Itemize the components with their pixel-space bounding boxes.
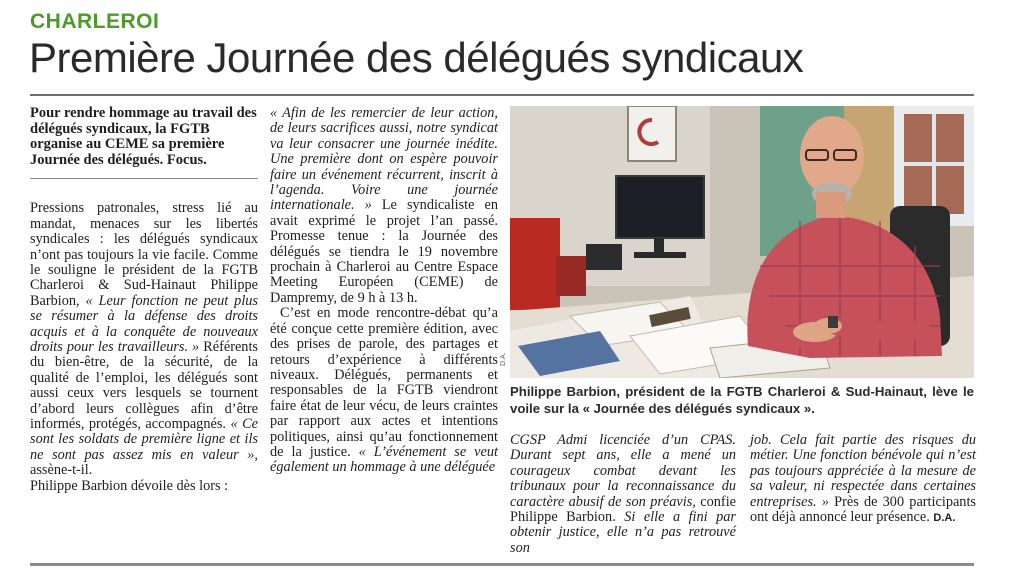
bottom-rule	[30, 563, 974, 566]
article-column-1	[30, 106, 258, 494]
author-signature: D.A.	[933, 512, 956, 525]
text-run: Le syndicaliste en avait exprimé le projet l’an passé. Promesse tenue : la Journée des délégués se tiendra le 19 novembre prochain à Charleroi au Centre Espace Meeting Européen (CEME) de Dampremy, de 9 h à 13 h.	[270, 197, 498, 306]
paragraph-4	[270, 306, 498, 475]
quote: job. Cela fait partie des risques du métier. Une fonction bénévole qui n’est pas toujours appréciée à la mesure de sa valeur, ni respectée dans certaines entreprises. »	[750, 432, 976, 510]
article-column-2	[270, 106, 498, 476]
quote: CGSP Admi licenciée d’un CPAS. Durant sept ans, elle a mené un courageux combat devant les tribunaux pour la reconnaissance du caractère abusif de son préavis,	[510, 432, 736, 510]
article-photo	[510, 106, 974, 378]
paragraph-3	[270, 106, 498, 306]
paragraph-5	[510, 433, 736, 556]
quote: Si elle a fini par obtenir justice, elle n’a pas retrouvé son	[510, 509, 736, 556]
quote: « L’événement se veut également un hommage à une déléguée	[270, 443, 498, 476]
office-scene-illustration	[510, 106, 974, 378]
paragraph-6	[750, 433, 976, 526]
text-run: Près de 300 participants ont déjà annoncé leur présence.	[750, 493, 976, 526]
text-run: Référents du bien-être, de la sécurité, de la qualité de l’emploi, les délégués sont aussi ceux vers lesquels se tournent d’abord leurs collègues afin d’être informés, protégés, accompagnés.	[30, 339, 258, 433]
text-run: , assène-t-il.	[30, 446, 258, 479]
quote: « Ce sont les soldats de première ligne et ils ne sont pas assez mis en valeur »	[30, 416, 258, 463]
text-run: confie Philippe Barbion.	[510, 493, 737, 526]
text-run: C’est en mode rencontre-débat qu’a été conçue cette première édition, avec des prises de parole, des partages et retours d’expérience à différents niveaux. Délégués, permanents et responsables de la FGTB viendront faire état de leur vécu, de leurs craintes par rapport aux actes et intentions politiques, ainsi qu’au fonctionnement de la justice.	[270, 305, 498, 460]
rubric: CHARLEROI	[30, 10, 160, 33]
quote: « Leur fonction ne peut plus se résumer à la défense des droits acquis et à la conquête de nouveaux droits pour les travailleurs. »	[30, 292, 259, 356]
photo-caption: Philippe Barbion, président de la FGTB Charleroi & Sud-Hainaut, lève le voile sur la « Journée des délégués syndicaux ».	[510, 384, 974, 416]
photo-credit: D.A.	[500, 352, 507, 366]
standfirst: Pour rendre hommage au travail des délégués syndicaux, la FGTB organise au CEME sa première Journée des délégués. Focus.	[30, 106, 258, 179]
top-rule	[30, 94, 974, 96]
paragraph-1	[30, 201, 258, 478]
quote: « Afin de les remercier de leur action, de leurs sacrifices aussi, notre syndicat va leur consacrer une journée inédite. Une première dont on espère pouvoir faire un événement récurrent, inscrit à l’agenda. Voire une journée internationale. »	[270, 105, 498, 214]
paragraph-2: Philippe Barbion dévoile dès lors :	[30, 477, 229, 494]
headline: Première Journée des délégués syndicaux	[29, 34, 804, 81]
article-column-3	[510, 433, 736, 556]
article-column-4	[750, 433, 976, 526]
text-run: Pressions patronales, stress lié au mandat, menaces sur les libertés syndicales : les délégués syndicaux n’ont pas toujours la vie facile. Comme le souligne le président de la FGTB Charleroi & Sud-Hainaut Philippe Barbion,	[30, 200, 258, 309]
